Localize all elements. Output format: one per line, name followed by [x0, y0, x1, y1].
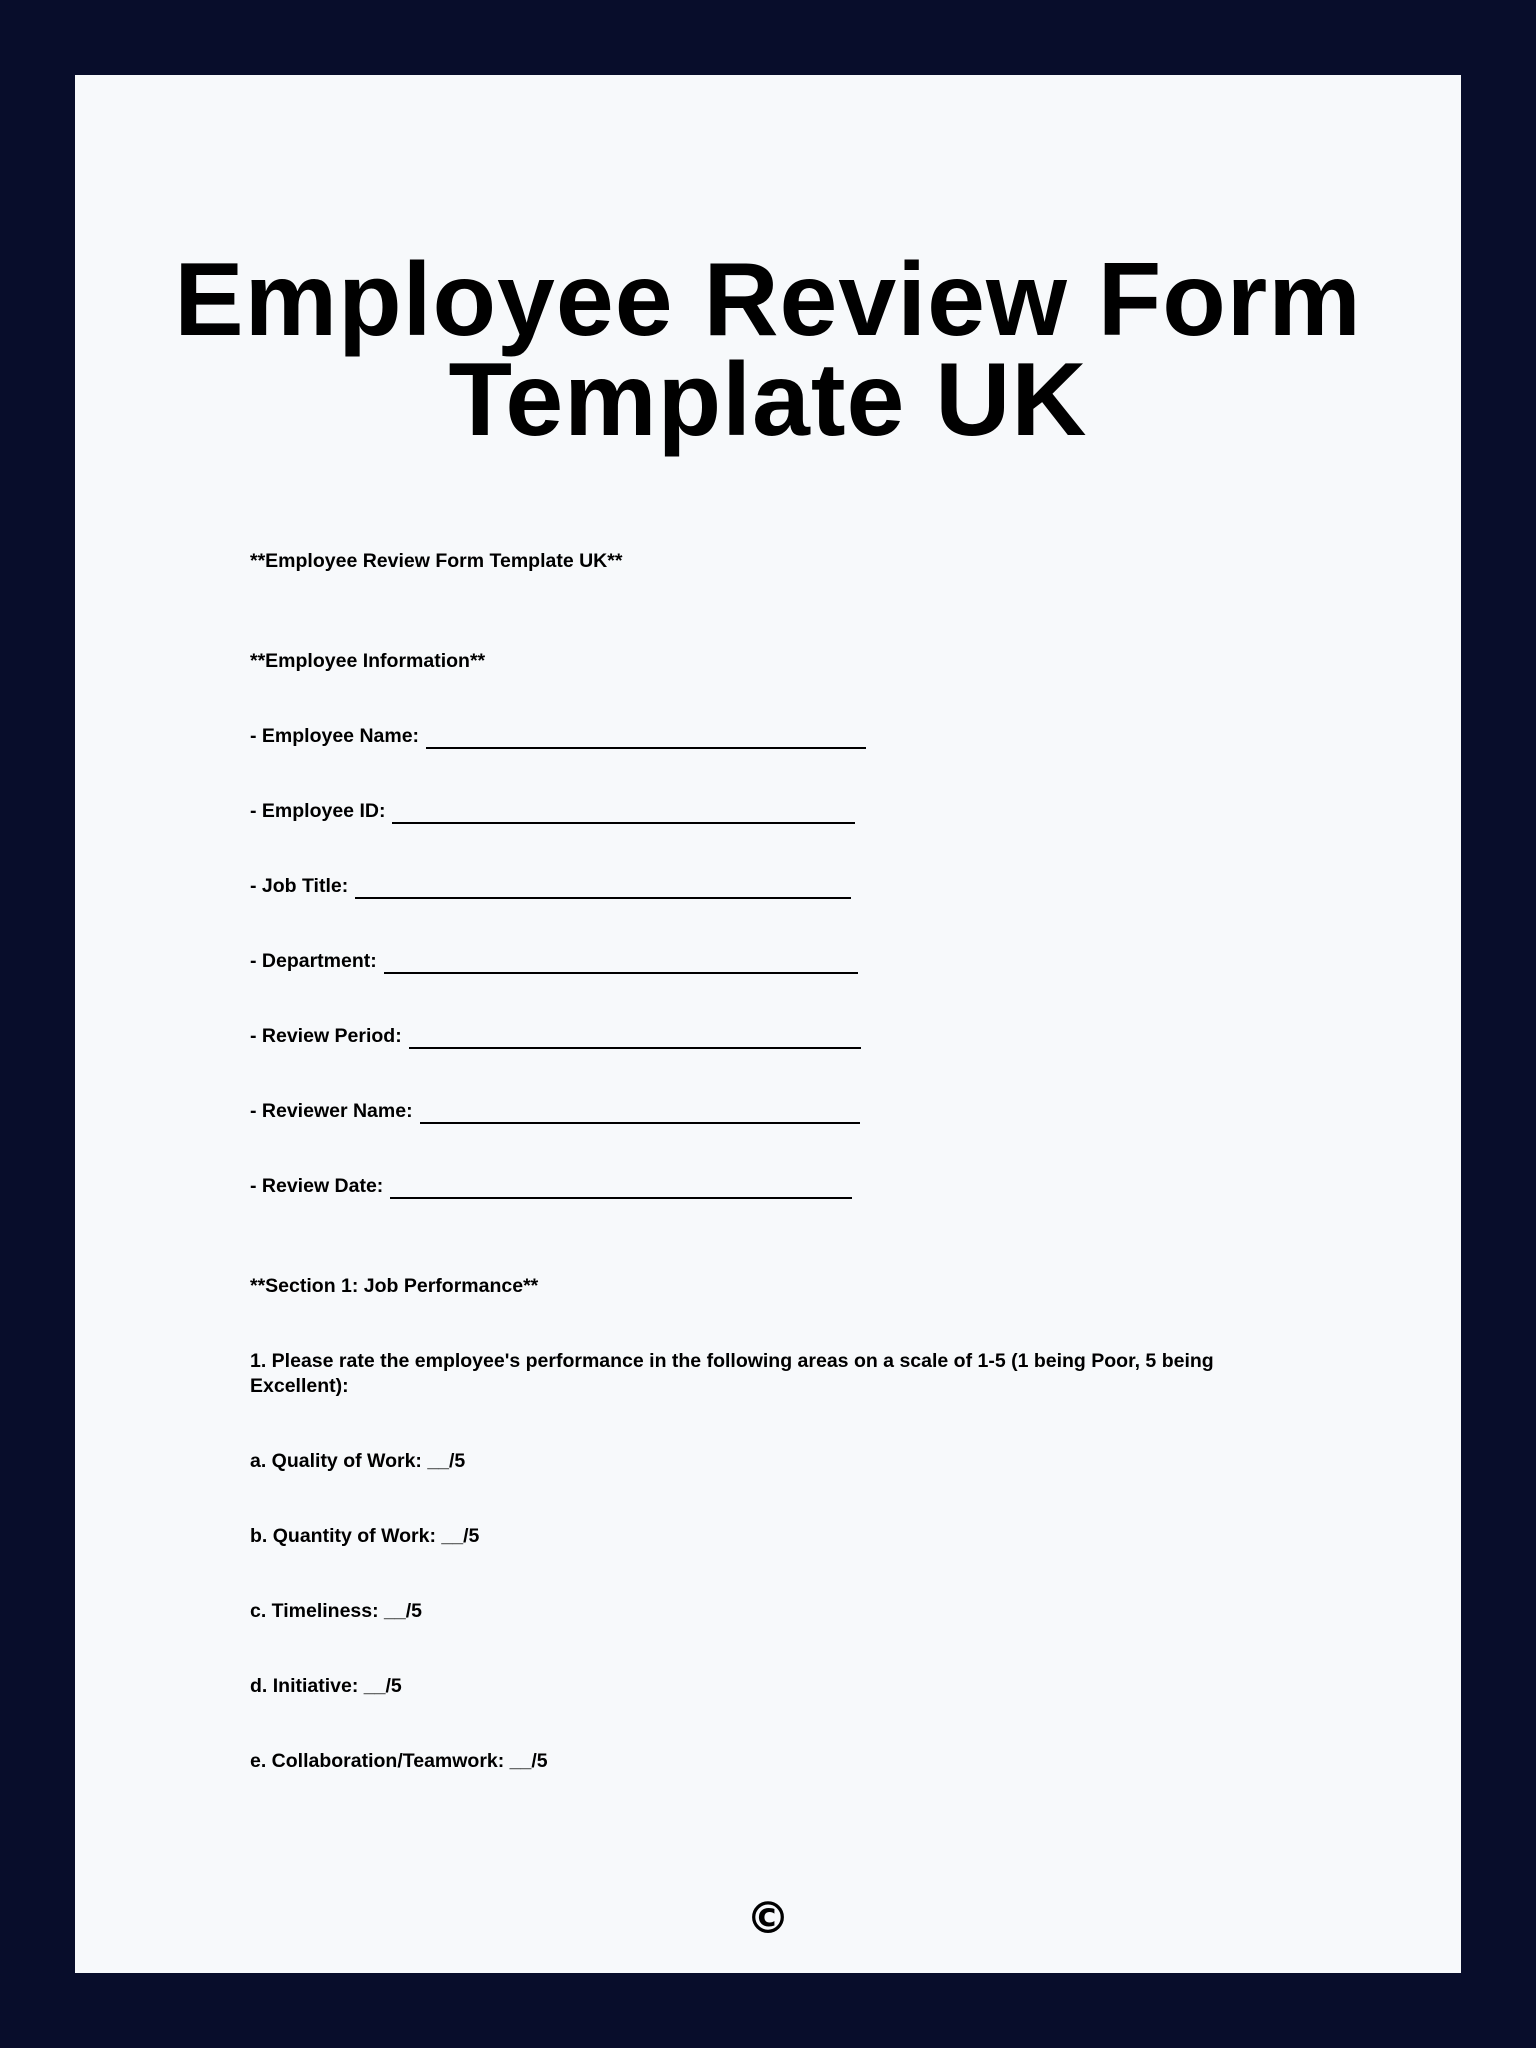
review-period-label: - Review Period:: [250, 1025, 402, 1047]
document-page: [75, 75, 1461, 1973]
review-date-label: - Review Date:: [250, 1175, 384, 1197]
section1-heading: **Section 1: Job Performance**: [250, 1275, 539, 1297]
review-period-blank[interactable]: [409, 1029, 861, 1049]
page-title: [75, 242, 1461, 458]
rating-item-quantity: b. Quantity of Work: __/5: [250, 1525, 480, 1547]
review-date-blank[interactable]: [390, 1179, 852, 1199]
employee-id-label: - Employee ID:: [250, 800, 386, 822]
title-line-1: Employee Review Form: [174, 242, 1362, 358]
job-title-label: - Job Title:: [250, 875, 349, 897]
job-title-field: [250, 874, 851, 899]
employee-id-blank[interactable]: [392, 804, 855, 824]
employee-id-field: [250, 799, 855, 824]
employee-name-blank[interactable]: [426, 729, 866, 749]
job-title-blank[interactable]: [355, 879, 851, 899]
department-blank[interactable]: [384, 954, 858, 974]
rating-item-initiative: d. Initiative: __/5: [250, 1675, 402, 1697]
review-period-field: [250, 1024, 861, 1049]
document-heading: **Employee Review Form Template UK**: [250, 550, 623, 572]
review-date-field: [250, 1174, 852, 1199]
employee-name-label: - Employee Name:: [250, 725, 420, 747]
rating-item-quality: a. Quality of Work: __/5: [250, 1450, 466, 1472]
copyright-icon: ©: [746, 1893, 790, 1944]
reviewer-name-label: - Reviewer Name:: [250, 1100, 413, 1122]
rating-item-timeliness: c. Timeliness: __/5: [250, 1600, 422, 1622]
rating-item-collaboration: e. Collaboration/Teamwork: __/5: [250, 1750, 548, 1772]
employee-name-field: [250, 724, 866, 749]
reviewer-name-blank[interactable]: [420, 1104, 860, 1124]
employee-info-heading: **Employee Information**: [250, 650, 486, 672]
department-label: - Department:: [250, 950, 377, 972]
rating-instruction: 1. Please rate the employee's performance in the following areas on a scale of 1-5 (1 being Poor, 5 being Excellent):: [250, 1350, 1214, 1397]
department-field: [250, 949, 858, 974]
reviewer-name-field: [250, 1099, 860, 1124]
title-line-2: Template UK: [448, 342, 1088, 458]
